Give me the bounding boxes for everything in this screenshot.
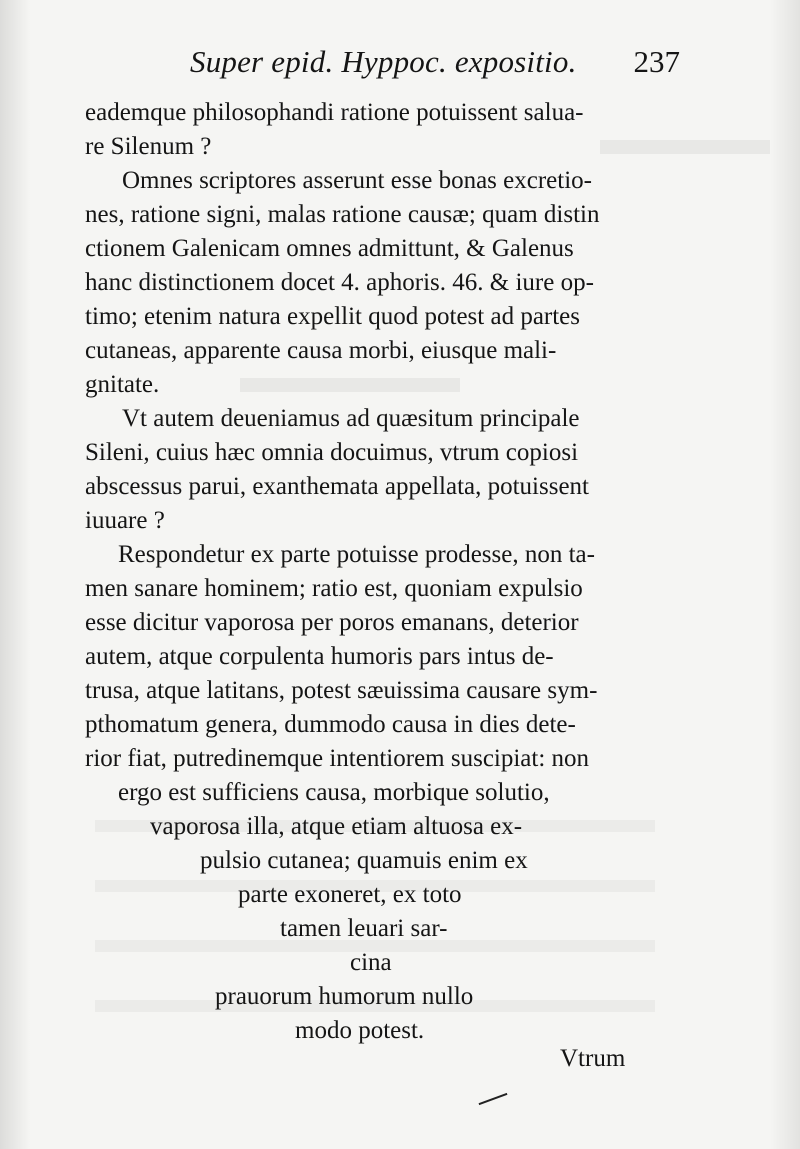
text-line: rior fiat, putredinemque intentiorem suscipiat: non bbox=[85, 745, 590, 772]
text-line: re Silenum ? bbox=[85, 133, 212, 160]
text-line: Vt autem deueniamus ad quæsitum principale bbox=[122, 405, 580, 432]
text-line: ergo est sufficiens causa, morbique solutio, bbox=[118, 779, 550, 806]
text-line: pulsio cutanea; quamuis enim ex bbox=[200, 847, 528, 874]
text-line: men sanare hominem; ratio est, quoniam expulsio bbox=[85, 575, 583, 602]
text-line: ctionem Galenicam omnes admittunt, & Galenus bbox=[85, 235, 574, 262]
text-line: esse dicitur vaporosa per poros emanans, deterior bbox=[85, 609, 579, 636]
text-line: hanc distinctionem docet 4. aphoris. 46. & iure op- bbox=[85, 269, 594, 296]
text-line: eademque philosophandi ratione potuissent salua- bbox=[85, 99, 584, 126]
page-number: 237 bbox=[633, 44, 680, 79]
text-line: Omnes scriptores asserunt esse bonas excretio- bbox=[122, 167, 592, 194]
text-line: gnitate. bbox=[85, 371, 160, 398]
text-line: abscessus parui, exanthemata appellata, potuissent bbox=[85, 473, 590, 500]
text-line: iuuare ? bbox=[85, 507, 165, 534]
running-head: Super epid. Hyppoc. expositio. bbox=[190, 44, 577, 79]
text-line: timo; etenim natura expellit quod potest ad partes bbox=[85, 303, 581, 330]
text-line: parte exoneret, ex toto bbox=[238, 881, 462, 908]
text-line: nes, ratione signi, malas ratione causæ; quam distin bbox=[85, 201, 600, 228]
text-line: cutaneas, apparente causa morbi, eiusque mali- bbox=[85, 337, 557, 364]
text-line: vaporosa illa, atque etiam altuosa ex- bbox=[150, 813, 523, 840]
text-line: modo potest. bbox=[295, 1017, 425, 1044]
text-line: autem, atque corpulenta humoris pars intus de- bbox=[85, 643, 554, 670]
text-line: prauorum humorum nullo bbox=[215, 983, 474, 1010]
text-line: trusa, atque latitans, potest sæuissima causare sym- bbox=[85, 677, 598, 704]
text-line: cina bbox=[350, 949, 392, 976]
catchword: Vtrum bbox=[560, 1045, 626, 1072]
text-line: pthomatum genera, dummodo causa in dies dete- bbox=[85, 711, 576, 738]
text-line: Respondetur ex parte potuisse prodesse, non ta- bbox=[118, 541, 595, 568]
text-line: Sileni, cuius hæc omnia docuimus, vtrum copiosi bbox=[85, 439, 579, 466]
text-line: tamen leuari sar- bbox=[280, 915, 448, 942]
